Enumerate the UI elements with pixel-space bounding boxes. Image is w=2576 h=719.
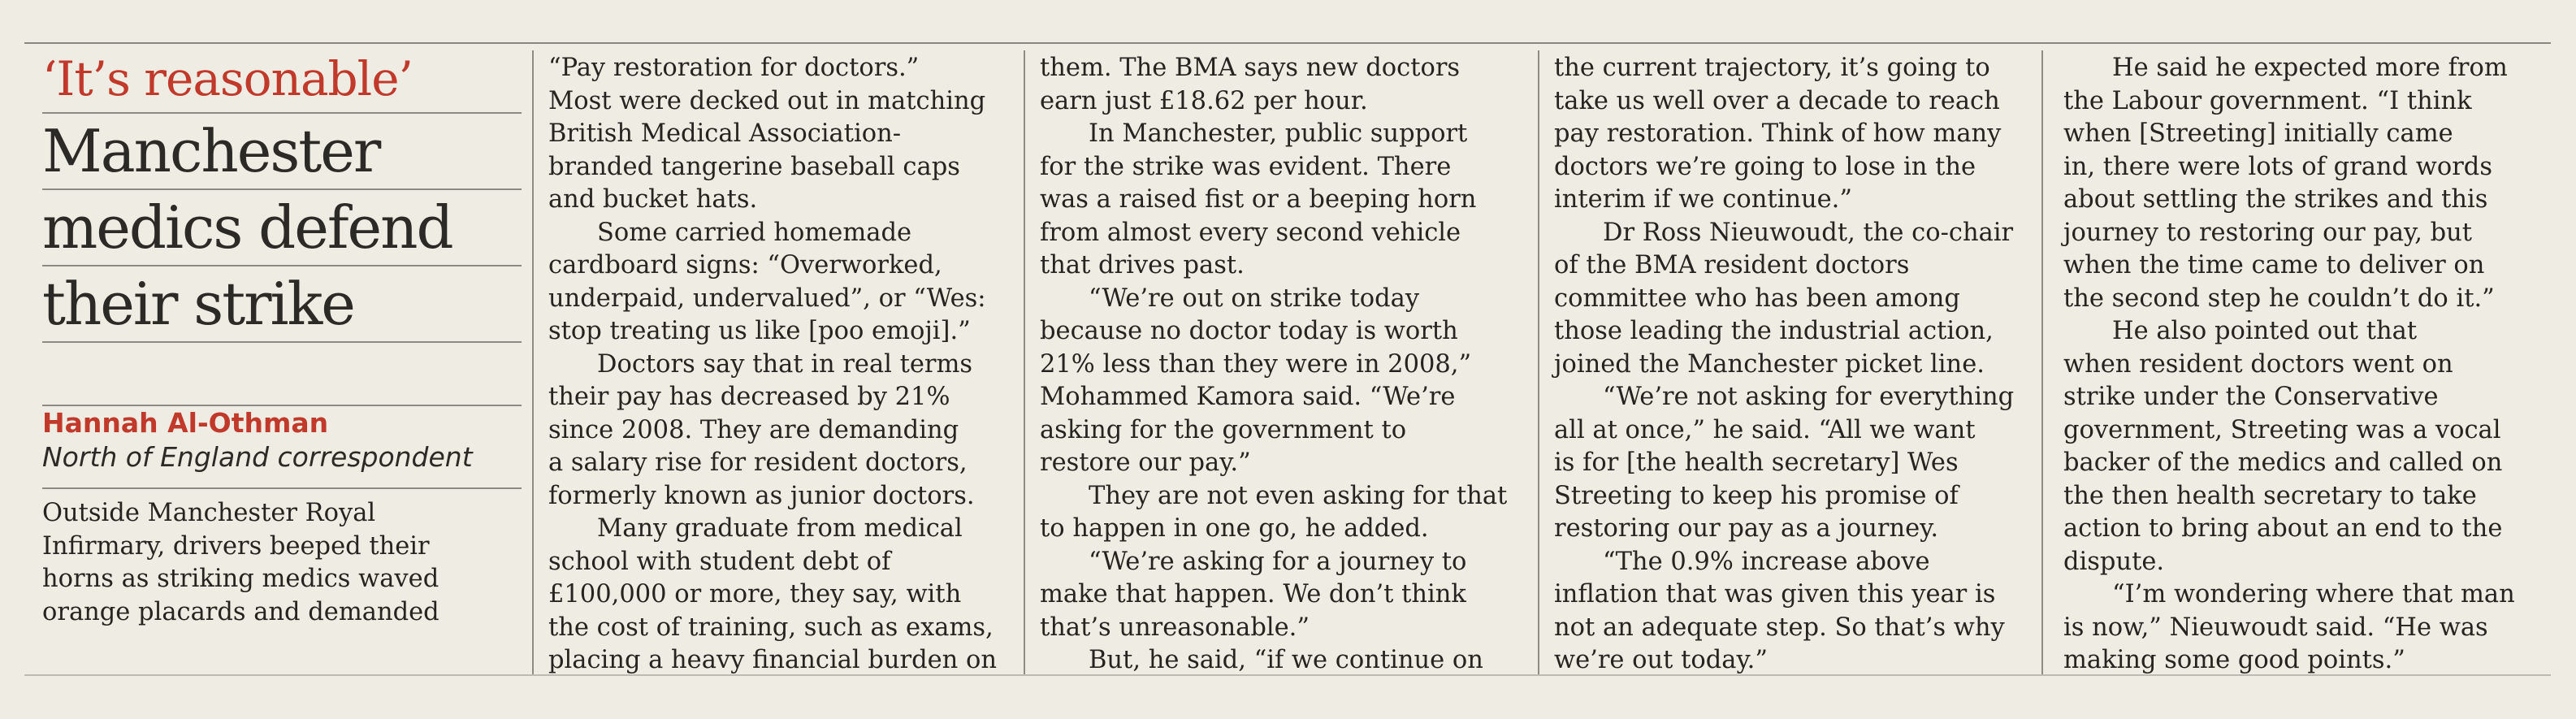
article-line: when the time came to deliver on [2063, 251, 2485, 279]
intro-line: Outside Manchester Royal [42, 499, 376, 527]
byline [42, 405, 522, 474]
byline-author: Hannah Al-Othman [42, 407, 329, 439]
column-divider [532, 50, 534, 674]
article-line: those leading the industrial action, [1554, 317, 1994, 345]
article-line: is now,” Nieuwoudt said. “He was [2063, 613, 2488, 642]
article-line: that drives past. [1040, 251, 1245, 279]
headline-line: Manchester [42, 112, 522, 188]
article-line: inflation that was given this year is [1554, 580, 1996, 609]
article-line: when [Streeting] initially came [2063, 119, 2453, 148]
column-divider [2041, 50, 2043, 674]
article-line: the current trajectory, it’s going to [1554, 54, 1990, 82]
article-line: was a raised fist or a beeping horn [1040, 185, 1477, 214]
article-line: we’re out today.” [1554, 646, 1768, 674]
article-line: “We’re asking for a journey to [1089, 547, 1467, 576]
article-line: not an adequate step. So that’s why [1554, 613, 2005, 642]
article-line: the second step he couldn’t do it.” [2063, 284, 2495, 313]
article-line: a salary rise for resident doctors, [548, 448, 968, 477]
article-line: journey to restoring our pay, but [2063, 218, 2473, 247]
article-line: in, there were lots of grand words [2063, 152, 2492, 181]
article-line: them. The BMA says new doctors [1040, 54, 1461, 82]
article-line: about settling the strikes and this [2063, 185, 2488, 214]
article-line: Some carried homemade [597, 218, 912, 247]
article-line: British Medical Association- [548, 119, 902, 148]
article-line: make that happen. We don’t think [1040, 580, 1466, 609]
article-line: of the BMA resident doctors [1554, 251, 1910, 279]
article-line: He also pointed out that [2112, 317, 2418, 345]
article-line: committee who has been among [1554, 284, 1960, 313]
headline-spacer [42, 341, 522, 405]
article-line: underpaid, undervalued”, or “Wes: [548, 284, 986, 313]
article-column-2 [1040, 52, 1527, 678]
article-line: to happen in one go, he added. [1040, 514, 1429, 543]
headline-line: their strike [42, 265, 522, 341]
article-line: pay restoration. Think of how many [1554, 119, 2002, 148]
article-line: £100,000 or more, they say, with [548, 580, 962, 609]
article-line: He said he expected more from [2112, 54, 2508, 82]
article-line: Streeting to keep his promise of [1554, 481, 1959, 510]
article-line: “The 0.9% increase above [1603, 547, 1930, 576]
article-line: But, he said, “if we continue on [1089, 646, 1483, 674]
article-line: from almost every second vehicle [1040, 218, 1461, 247]
article-line: school with student debt of [548, 547, 891, 576]
article-line: “Pay restoration for doctors.” [548, 54, 920, 82]
article-line: since 2008. They are demanding [548, 415, 959, 444]
article-column-4 [2063, 52, 2551, 678]
article-line: because no doctor today is worth [1040, 317, 1458, 345]
top-rule [24, 42, 2551, 44]
article-line: stop treating us like [poo emoji].” [548, 317, 971, 345]
article-column-1 [548, 52, 1036, 678]
headline-column [42, 45, 522, 629]
intro-line: horns as striking medics waved [42, 565, 439, 593]
article-line: Most were decked out in matching [548, 86, 986, 115]
article-line: In Manchester, public support [1089, 119, 1468, 148]
article-line: placing a heavy financial burden on [548, 646, 998, 674]
article-line: Many graduate from medical [597, 514, 963, 543]
article-line: the then health secretary to take [2063, 481, 2477, 510]
article-line: interim if we continue.” [1554, 185, 1852, 214]
article-line: asking for the government to [1040, 415, 1407, 444]
article-line: “We’re not asking for everything [1603, 383, 2015, 411]
article-line: joined the Manchester picket line. [1554, 349, 1985, 379]
article-line: the cost of training, such as exams, [548, 613, 994, 642]
article-line: their pay has decreased by 21% [548, 383, 950, 411]
article-line: doctors we’re going to lose in the [1554, 152, 1976, 181]
article-line: dispute. [2063, 547, 2165, 576]
byline-role: North of England correspondent [42, 441, 473, 473]
article-line: Mohammed Kamora said. “We’re [1040, 383, 1456, 411]
article-line: that’s unreasonable.” [1040, 613, 1310, 642]
article-line: strike under the Conservative [2063, 383, 2439, 411]
article-line: cardboard signs: “Overworked, [548, 251, 942, 279]
article-line: “I’m wondering where that man [2112, 580, 2515, 609]
column-divider [1538, 50, 1539, 674]
intro-line: orange placards and demanded [42, 597, 439, 626]
article-line: take us well over a decade to reach [1554, 86, 2000, 115]
headline-line: medics defend [42, 188, 522, 265]
article-line: for the strike was evident. There [1040, 152, 1452, 181]
article-line: making some good points.” [2063, 646, 2405, 674]
article-line: formerly known as junior doctors. [548, 481, 975, 510]
article-intro [42, 487, 522, 629]
headline-kicker: ‘It’s reasonable’ [42, 51, 413, 106]
article-column-3 [1554, 52, 2041, 678]
article-line: the Labour government. “I think [2063, 86, 2472, 115]
article-line: 21% less than they were in 2008,” [1040, 349, 1472, 379]
article-line: Dr Ross Nieuwoudt, the co-chair [1603, 218, 2014, 247]
article-line: all at once,” he said. “All we want [1554, 415, 1976, 444]
intro-line: Infirmary, drivers beeped their [42, 531, 430, 561]
article-line: restore our pay.” [1040, 448, 1251, 477]
article-line: restoring our pay as a journey. [1554, 514, 1939, 543]
article-line: branded tangerine baseball caps [548, 152, 960, 181]
article-line: and bucket hats. [548, 185, 758, 214]
article-line: is for [the health secretary] Wes [1554, 448, 1959, 477]
article-line: government, Streeting was a vocal [2063, 415, 2501, 444]
article-line: when resident doctors went on [2063, 349, 2453, 379]
article-line: action to bring about an end to the [2063, 514, 2503, 543]
article-line: earn just £18.62 per hour. [1040, 86, 1368, 115]
article-line: backer of the medics and called on [2063, 448, 2503, 477]
article-line: “We’re out on strike today [1089, 284, 1420, 313]
article-line: Doctors say that in real terms [597, 349, 973, 379]
article-line: They are not even asking for that [1089, 481, 1508, 510]
